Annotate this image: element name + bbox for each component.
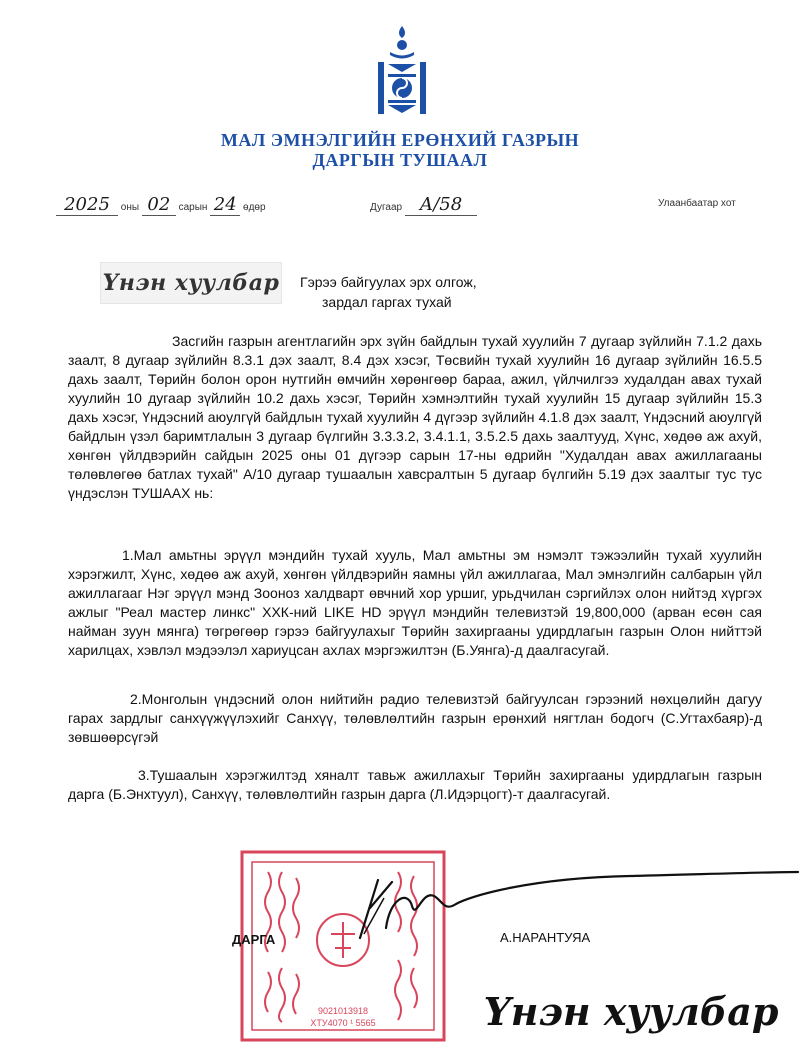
year-label: оны [120, 202, 140, 213]
order-subject [300, 272, 477, 312]
organization-title: МАЛ ЭМНЭЛГИЙН ЕРӨНХИЙ ГАЗРЫН [220, 130, 580, 150]
order-item-1: 1.Мал амьтны эрүүл мэндийн тухай хууль, Мал амьтны эм нэмэлт тэжээлийн тухай хуулийн хэрэгжилт, Хүнс, хөдөө аж ахуй, хөнгөн үйлдвэрийн яамны үйл ажиллагаа, Мал эмнэлгийн салбарын үйл ажиллагааг Нэг эрүүл мэнд Зооноз халдварт өвчний хор уршиг, урьдчилан сэргийлэх олон нийтэд хүргэх ажлыг "Реал мастер линкс" ХХК-ний LIKE HD эрүүл мэндийн телевизтэй 19,800,000 (арван есөн сая найман зуун мянга) төгрөгөөр гэрээ байгуулахыг Төрийн захиргааны удирдлагын газрын Олон нийттэй харилцах, хэвлэл мэдээлэл хариуцсан ахлах мэргэжилтэн (Б.Уянга)-д даалгасугай. [68, 547, 762, 658]
subject-line-2: зардал гаргах тухай [322, 294, 452, 310]
city-label: Улаанбаатар хот [658, 198, 736, 209]
footer-watermark-logo: Үнэн хуулбар [483, 989, 779, 1034]
day-label: өдөр [243, 202, 266, 213]
document-type-title: ДАРГЫН ТУШААЛ [312, 150, 488, 170]
order-number: А/58 [405, 194, 477, 216]
date-year: 2025 [56, 194, 118, 216]
soyombo-emblem-icon [372, 22, 432, 122]
order-item-3: 3.Тушаалын хэрэгжилтэд хяналт тавьж ажиллахыг Төрийн захиргааны удирдлагын газрын дарга (Б.Энхтуул), Санхүү, төлөвлөлтийн газрын дарга (Л.Идэрцогт)-т даалгасугай. [68, 767, 762, 802]
stamp-number-1: 9021013918 [317, 1006, 369, 1016]
order-number-field [370, 194, 477, 216]
signatory-title: ДАРГА [232, 932, 276, 947]
date-day: 24 [210, 194, 240, 216]
month-label: сарын [178, 202, 208, 213]
signatory-name: А.НАРАНТУЯА [500, 930, 591, 945]
number-label: Дугаар [370, 202, 403, 213]
subject-line-1: Гэрээ байгуулах эрх олгож, [300, 274, 477, 290]
order-item-2: 2.Монголын үндэсний олон нийтийн радио телевизтэй байгуулсан гэрээний нөхцөлийн дагуу гарах зардлыг санхүүжүүлэхийг Санхүү, төлөвлөлтийн газрын ерөнхий нягтлан бодогч (С.Угтахбаяр)-д зөвшөөрсүгэй [68, 691, 762, 745]
preamble-paragraph: Засгийн газрын агентлагийн эрх зүйн байдлын тухай хуулийн 7 дугаар зүйлийн 7.1.2 дахь заалт, 8 дугаар зүйлийн 8.3.1 дэх заалт, 8.4 дэх хэсэг, Төсвийн тухай хуулийн 16 дугаар зүйлийн 16.5.5 дахь заалт, Төрийн болон орон нутгийн өмчийн хөрөнгөөр бараа, ажил, үйлчилгээ худалдан авах тухай хуулийн 10 дугаар зүйлийн 10.2 дахь хэсэг, Төрийн хэмнэлтийн тухай хуулийн 15 дугаар зүйлийн 15.3 дахь хэсэг, Үндэсний аюулгүй байдлын тухай хуулийн 4 дүгээр зүйлийн 4.1.8 дэх заалт, Үндэсний аюулгүй байдлын үзэл баримтлалын 3 дугаар бүлгийн 3.3.3.2, 3.4.1.1, 3.5.2.5 дахь заалтууд, Хүнс, хөдөө аж ахуй, хөнгөн үйлдвэрийн сайдын 2025 оны 01 дүгээр сарын 17-ны өдрийн "Худалдан авах ажиллагааны төлөвлөгөө батлах тухай" А/10 дугаар тушаалын хавсралтын 5 дугаар бүлгийн 5.19 дэх заалтыг тус тус үндэслэн ТУШААХ нь: [68, 333, 762, 501]
stamp-number-2: ХТУ4070 ¹ 5565 [310, 1018, 376, 1028]
site-watermark-logo: Үнэн хуулбар [100, 262, 282, 304]
date-month: 02 [142, 194, 176, 216]
date-field [56, 194, 266, 216]
